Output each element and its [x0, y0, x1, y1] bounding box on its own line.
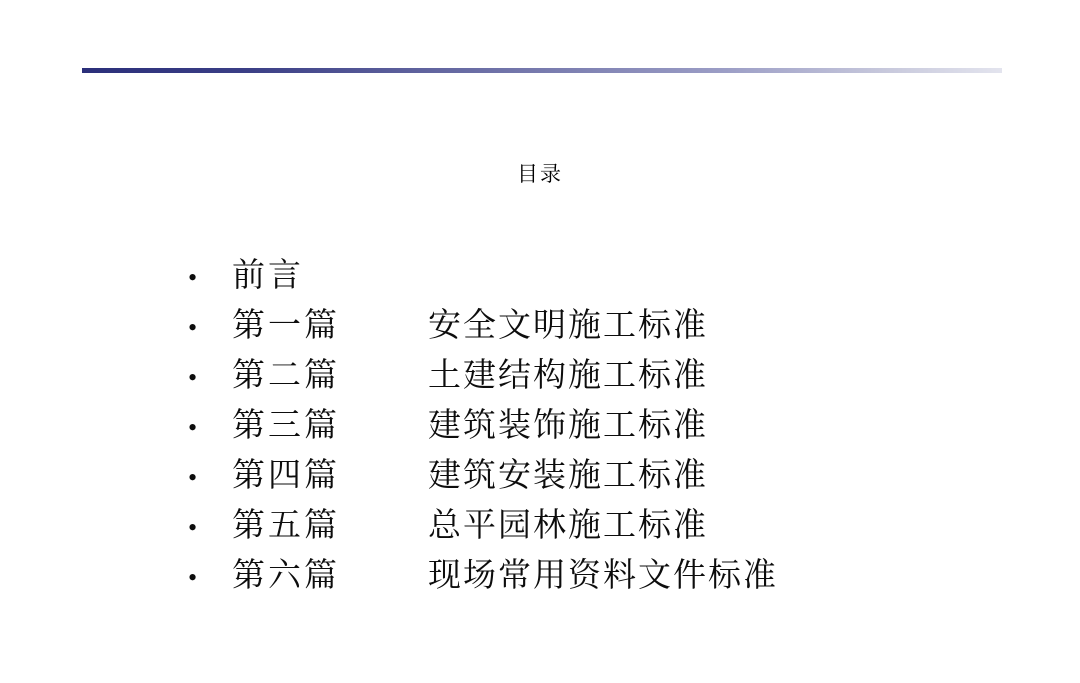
list-item[interactable] [188, 452, 968, 502]
bullet-icon: • [188, 463, 198, 492]
page-title: 目录 [517, 162, 563, 186]
toc-item-label: 第二篇 [232, 358, 340, 394]
toc-item-description: 土建结构施工标准 [428, 358, 708, 394]
toc-item-description: 现场常用资料文件标准 [428, 558, 778, 594]
toc-item-description: 安全文明施工标准 [428, 308, 708, 344]
toc-item-label: 前言 [232, 258, 304, 294]
header-gradient-rule [82, 68, 1002, 73]
toc-item-label: 第一篇 [232, 308, 340, 344]
toc-item-label: 第四篇 [232, 458, 340, 494]
toc-item-label: 第五篇 [232, 508, 340, 544]
bullet-icon: • [188, 263, 198, 292]
toc-item-description: 总平园林施工标准 [428, 508, 708, 544]
list-item[interactable] [188, 502, 968, 552]
toc-item-label: 第三篇 [232, 408, 340, 444]
bullet-icon: • [188, 363, 198, 392]
bullet-icon: • [188, 313, 198, 342]
bullet-icon: • [188, 413, 198, 442]
list-item[interactable] [188, 352, 968, 402]
toc-item-description: 建筑装饰施工标准 [428, 408, 708, 444]
list-item[interactable] [188, 402, 968, 452]
toc-item-label: 第六篇 [232, 558, 340, 594]
table-of-contents-list [188, 252, 968, 602]
bullet-icon: • [188, 513, 198, 542]
toc-item-description: 建筑安装施工标准 [428, 458, 708, 494]
list-item[interactable] [188, 552, 968, 602]
list-item[interactable] [188, 302, 968, 352]
bullet-icon: • [188, 563, 198, 592]
list-item[interactable] [188, 252, 968, 302]
